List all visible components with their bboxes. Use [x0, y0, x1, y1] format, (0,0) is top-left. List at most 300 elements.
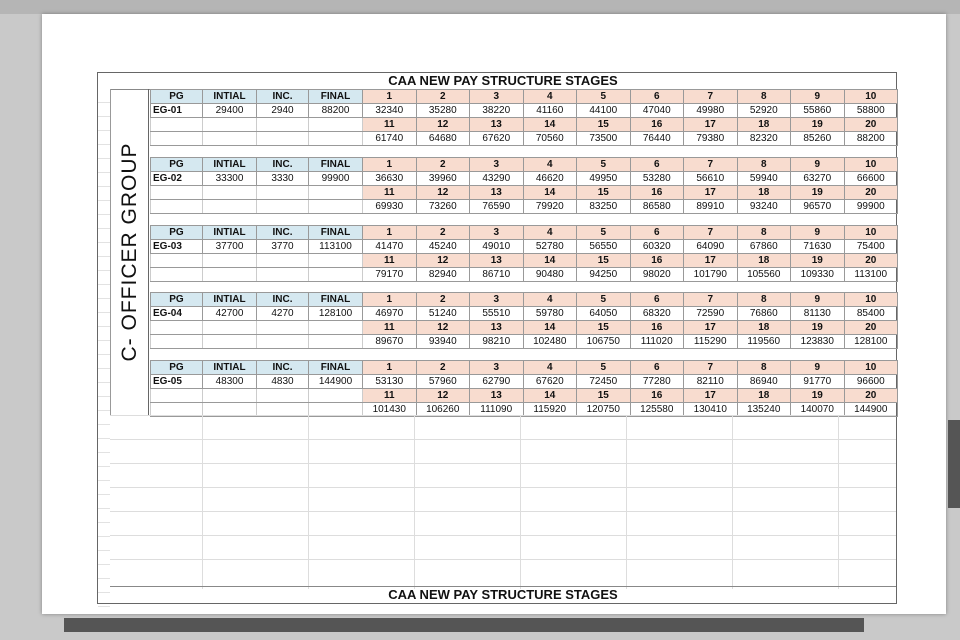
group-label: C- OFFICER GROUP — [117, 142, 141, 362]
stage-number: 10 — [844, 293, 898, 307]
grid-line — [308, 415, 309, 589]
stage-amount: 140070 — [791, 403, 845, 417]
stage-amount: 99900 — [844, 200, 898, 214]
stage-number: 3 — [470, 226, 524, 240]
stage-amount: 67620 — [523, 375, 577, 389]
stage-amount: 64050 — [577, 307, 631, 321]
row-header-cell — [98, 215, 110, 229]
table-row — [151, 118, 898, 132]
row-header-cell — [98, 173, 110, 187]
inc-header: INC. — [257, 226, 309, 240]
row-header-cell — [98, 369, 110, 383]
stage-amount: 135240 — [737, 403, 791, 417]
stage-amount: 58800 — [844, 104, 898, 118]
stage-amount: 71630 — [791, 240, 845, 254]
empty-cell — [203, 268, 257, 282]
row-header-cell — [98, 299, 110, 313]
stage-amount: 82110 — [684, 375, 738, 389]
stage-number: 17 — [684, 389, 738, 403]
stage-amount: 46620 — [523, 172, 577, 186]
initial-header: INTIAL — [203, 226, 257, 240]
stage-amount: 111090 — [470, 403, 524, 417]
stage-amount: 128100 — [844, 335, 898, 349]
stage-amount: 79920 — [523, 200, 577, 214]
stage-number: 1 — [363, 293, 417, 307]
stage-number: 8 — [737, 226, 791, 240]
stage-number: 7 — [684, 158, 738, 172]
stage-amount: 41470 — [363, 240, 417, 254]
empty-cell — [203, 254, 257, 268]
stage-number: 14 — [523, 254, 577, 268]
stage-number: 13 — [470, 186, 524, 200]
stage-amount: 86940 — [737, 375, 791, 389]
group-label-strip — [110, 89, 149, 415]
stage-number: 10 — [844, 361, 898, 375]
stage-amount: 67860 — [737, 240, 791, 254]
row-header-cell — [98, 243, 110, 257]
stage-amount: 83250 — [577, 200, 631, 214]
initial-value: 29400 — [203, 104, 257, 118]
table-row — [151, 375, 898, 389]
row-header-cell — [98, 453, 110, 467]
stage-number: 11 — [363, 118, 417, 132]
row-header-cell — [98, 117, 110, 131]
stage-number: 7 — [684, 361, 738, 375]
final-value: 144900 — [309, 375, 363, 389]
stage-number: 10 — [844, 158, 898, 172]
stage-amount: 120750 — [577, 403, 631, 417]
stage-number: 17 — [684, 186, 738, 200]
stage-amount: 68320 — [630, 307, 684, 321]
empty-cell — [257, 321, 309, 335]
row-header-cell — [98, 145, 110, 159]
inc-header: INC. — [257, 361, 309, 375]
grid-line — [838, 415, 839, 589]
table-row — [151, 172, 898, 186]
stage-number: 18 — [737, 186, 791, 200]
stage-number: 12 — [416, 389, 470, 403]
row-header-cell — [98, 187, 110, 201]
inc-header: INC. — [257, 158, 309, 172]
row-header-cell — [98, 103, 110, 117]
stage-amount: 75400 — [844, 240, 898, 254]
row-header-cell — [98, 327, 110, 341]
table-row — [151, 226, 898, 240]
table-row — [151, 268, 898, 282]
empty-cell — [257, 118, 309, 132]
stage-amount: 86580 — [630, 200, 684, 214]
empty-cell — [151, 200, 203, 214]
stage-number: 3 — [470, 361, 524, 375]
empty-cell — [309, 321, 363, 335]
empty-cell — [203, 335, 257, 349]
pay-grade: EG-02 — [151, 172, 203, 186]
stage-number: 4 — [523, 226, 577, 240]
empty-cell — [257, 200, 309, 214]
row-header-cell — [98, 467, 110, 481]
stage-amount: 98210 — [470, 335, 524, 349]
stage-amount: 105560 — [737, 268, 791, 282]
table-row — [151, 361, 898, 375]
pay-group-table — [150, 89, 898, 146]
table-row — [151, 158, 898, 172]
row-header-column — [98, 89, 110, 589]
stage-number: 14 — [523, 389, 577, 403]
stage-amount: 62790 — [470, 375, 524, 389]
pay-grade: EG-04 — [151, 307, 203, 321]
stage-amount: 32340 — [363, 104, 417, 118]
stage-number: 6 — [630, 361, 684, 375]
empty-cell — [257, 335, 309, 349]
stage-number: 9 — [791, 158, 845, 172]
row-header-cell — [98, 201, 110, 215]
stage-amount: 111020 — [630, 335, 684, 349]
stage-number: 1 — [363, 361, 417, 375]
empty-cell — [309, 335, 363, 349]
stage-amount: 52780 — [523, 240, 577, 254]
row-header-cell — [98, 341, 110, 355]
pg-header: PG — [151, 158, 203, 172]
stage-number: 11 — [363, 186, 417, 200]
stage-number: 12 — [416, 186, 470, 200]
stage-number: 20 — [844, 186, 898, 200]
stage-amount: 60320 — [630, 240, 684, 254]
row-header-cell — [98, 537, 110, 551]
stage-amount: 101430 — [363, 403, 417, 417]
stage-number: 13 — [470, 389, 524, 403]
stage-amount: 101790 — [684, 268, 738, 282]
pay-group-block — [150, 89, 898, 143]
stage-amount: 109330 — [791, 268, 845, 282]
stage-amount: 76860 — [737, 307, 791, 321]
stage-number: 2 — [416, 293, 470, 307]
grid-line — [110, 511, 896, 512]
stage-number: 6 — [630, 158, 684, 172]
table-row — [151, 240, 898, 254]
stage-number: 6 — [630, 293, 684, 307]
stage-amount: 44100 — [577, 104, 631, 118]
initial-value: 33300 — [203, 172, 257, 186]
empty-cell — [151, 321, 203, 335]
stage-number: 19 — [791, 389, 845, 403]
row-header-cell — [98, 425, 110, 439]
initial-value: 37700 — [203, 240, 257, 254]
empty-cell — [257, 268, 309, 282]
final-header: FINAL — [309, 293, 363, 307]
row-header-cell — [98, 411, 110, 425]
final-value: 88200 — [309, 104, 363, 118]
stage-number: 9 — [791, 293, 845, 307]
grid-line — [626, 415, 627, 589]
empty-cell — [203, 389, 257, 403]
grid-line — [110, 559, 896, 560]
increment-value: 4830 — [257, 375, 309, 389]
stage-amount: 113100 — [844, 268, 898, 282]
stage-amount: 73500 — [577, 132, 631, 146]
stage-amount: 72590 — [684, 307, 738, 321]
stage-number: 1 — [363, 90, 417, 104]
stage-number: 16 — [630, 321, 684, 335]
stage-number: 12 — [416, 118, 470, 132]
stage-number: 1 — [363, 158, 417, 172]
stage-amount: 53130 — [363, 375, 417, 389]
row-header-cell — [98, 523, 110, 537]
inc-header: INC. — [257, 293, 309, 307]
stage-number: 2 — [416, 361, 470, 375]
stage-number: 2 — [416, 226, 470, 240]
stage-number: 13 — [470, 321, 524, 335]
stage-number: 11 — [363, 254, 417, 268]
row-header-cell — [98, 383, 110, 397]
stage-amount: 115920 — [523, 403, 577, 417]
stage-amount: 55860 — [791, 104, 845, 118]
row-header-cell — [98, 551, 110, 565]
stage-amount: 79380 — [684, 132, 738, 146]
sheet-title-bottom: CAA NEW PAY STRUCTURE STAGES — [110, 586, 896, 603]
stage-amount: 89910 — [684, 200, 738, 214]
empty-cell — [203, 118, 257, 132]
stage-amount: 64090 — [684, 240, 738, 254]
grid-line — [414, 415, 415, 589]
empty-cell — [257, 389, 309, 403]
stage-number: 19 — [791, 118, 845, 132]
grid-line — [110, 535, 896, 536]
empty-grid-area — [110, 415, 896, 589]
stage-number: 16 — [630, 389, 684, 403]
window-top-bar — [0, 0, 960, 14]
table-row — [151, 104, 898, 118]
initial-header: INTIAL — [203, 361, 257, 375]
stage-number: 6 — [630, 90, 684, 104]
stage-number: 19 — [791, 186, 845, 200]
pay-group-table — [150, 360, 898, 417]
stage-amount: 79170 — [363, 268, 417, 282]
empty-cell — [309, 389, 363, 403]
stage-amount: 96600 — [844, 375, 898, 389]
pay-group-block — [150, 157, 898, 211]
stage-amount: 125580 — [630, 403, 684, 417]
stage-amount: 53280 — [630, 172, 684, 186]
row-header-cell — [98, 593, 110, 607]
grid-line — [110, 439, 896, 440]
increment-value: 4270 — [257, 307, 309, 321]
stage-number: 4 — [523, 90, 577, 104]
row-header-cell — [98, 159, 110, 173]
empty-cell — [151, 335, 203, 349]
row-header-cell — [98, 355, 110, 369]
grid-line — [732, 415, 733, 589]
pay-grade: EG-01 — [151, 104, 203, 118]
final-header: FINAL — [309, 90, 363, 104]
stage-number: 6 — [630, 226, 684, 240]
stage-amount: 106260 — [416, 403, 470, 417]
empty-cell — [203, 200, 257, 214]
stage-number: 5 — [577, 293, 631, 307]
stage-amount: 82320 — [737, 132, 791, 146]
stage-amount: 49010 — [470, 240, 524, 254]
stage-amount: 96570 — [791, 200, 845, 214]
table-row — [151, 321, 898, 335]
stage-amount: 57960 — [416, 375, 470, 389]
empty-cell — [151, 132, 203, 146]
stage-amount: 47040 — [630, 104, 684, 118]
grid-line — [202, 415, 203, 589]
stage-amount: 49950 — [577, 172, 631, 186]
empty-cell — [309, 118, 363, 132]
pay-grade: EG-03 — [151, 240, 203, 254]
stage-amount: 35280 — [416, 104, 470, 118]
stage-number: 18 — [737, 118, 791, 132]
stage-amount: 115290 — [684, 335, 738, 349]
empty-cell — [309, 268, 363, 282]
stage-number: 12 — [416, 254, 470, 268]
stage-number: 4 — [523, 293, 577, 307]
page-bottom-shadow — [64, 618, 864, 632]
increment-value: 3330 — [257, 172, 309, 186]
stage-amount: 89670 — [363, 335, 417, 349]
stage-number: 18 — [737, 389, 791, 403]
stage-number: 13 — [470, 254, 524, 268]
stage-amount: 38220 — [470, 104, 524, 118]
table-row — [151, 335, 898, 349]
stage-number: 14 — [523, 321, 577, 335]
stage-amount: 41160 — [523, 104, 577, 118]
stage-amount: 72450 — [577, 375, 631, 389]
table-row — [151, 307, 898, 321]
stage-number: 2 — [416, 90, 470, 104]
stage-number: 10 — [844, 90, 898, 104]
stage-amount: 64680 — [416, 132, 470, 146]
stage-number: 8 — [737, 293, 791, 307]
grid-line — [110, 463, 896, 464]
increment-value: 3770 — [257, 240, 309, 254]
row-header-cell — [98, 285, 110, 299]
stage-number: 14 — [523, 118, 577, 132]
empty-cell — [151, 268, 203, 282]
stage-amount: 90480 — [523, 268, 577, 282]
empty-cell — [203, 132, 257, 146]
stage-number: 18 — [737, 321, 791, 335]
stage-number: 7 — [684, 226, 738, 240]
stage-amount: 59940 — [737, 172, 791, 186]
initial-header: INTIAL — [203, 158, 257, 172]
pay-structure-sheet — [97, 72, 897, 604]
row-header-cell — [98, 509, 110, 523]
stage-amount: 98020 — [630, 268, 684, 282]
stage-number: 3 — [470, 293, 524, 307]
stage-amount: 36630 — [363, 172, 417, 186]
stage-amount: 56550 — [577, 240, 631, 254]
stage-amount: 69930 — [363, 200, 417, 214]
table-row — [151, 200, 898, 214]
increment-value: 2940 — [257, 104, 309, 118]
table-row — [151, 132, 898, 146]
row-header-cell — [98, 397, 110, 411]
initial-header: INTIAL — [203, 293, 257, 307]
stage-amount: 106750 — [577, 335, 631, 349]
stage-amount: 61740 — [363, 132, 417, 146]
stage-amount: 144900 — [844, 403, 898, 417]
stage-number: 9 — [791, 226, 845, 240]
pay-group-table — [150, 225, 898, 282]
pg-header: PG — [151, 226, 203, 240]
stage-amount: 56610 — [684, 172, 738, 186]
stage-amount: 46970 — [363, 307, 417, 321]
stage-number: 16 — [630, 254, 684, 268]
stage-number: 19 — [791, 254, 845, 268]
stage-amount: 123830 — [791, 335, 845, 349]
stage-amount: 85260 — [791, 132, 845, 146]
stage-amount: 86710 — [470, 268, 524, 282]
final-value: 128100 — [309, 307, 363, 321]
stage-amount: 130410 — [684, 403, 738, 417]
final-header: FINAL — [309, 361, 363, 375]
stage-number: 4 — [523, 361, 577, 375]
stage-number: 13 — [470, 118, 524, 132]
stage-amount: 70560 — [523, 132, 577, 146]
stage-number: 5 — [577, 361, 631, 375]
stage-amount: 93240 — [737, 200, 791, 214]
empty-cell — [151, 186, 203, 200]
pay-group-block — [150, 292, 898, 346]
row-header-cell — [98, 565, 110, 579]
empty-cell — [309, 254, 363, 268]
stage-amount: 63270 — [791, 172, 845, 186]
row-header-cell — [98, 495, 110, 509]
final-value: 113100 — [309, 240, 363, 254]
table-row — [151, 254, 898, 268]
stage-number: 15 — [577, 254, 631, 268]
stage-amount: 91770 — [791, 375, 845, 389]
stage-number: 4 — [523, 158, 577, 172]
stage-amount: 82940 — [416, 268, 470, 282]
stage-number: 8 — [737, 361, 791, 375]
scrollbar-thumb[interactable] — [948, 420, 960, 508]
empty-cell — [309, 200, 363, 214]
stage-number: 15 — [577, 389, 631, 403]
grid-line — [110, 487, 896, 488]
stage-amount: 94250 — [577, 268, 631, 282]
empty-cell — [151, 389, 203, 403]
stage-amount: 85400 — [844, 307, 898, 321]
stage-number: 19 — [791, 321, 845, 335]
stage-number: 15 — [577, 186, 631, 200]
empty-cell — [257, 132, 309, 146]
empty-cell — [309, 132, 363, 146]
pg-header: PG — [151, 361, 203, 375]
table-row — [151, 389, 898, 403]
stage-number: 20 — [844, 254, 898, 268]
final-header: FINAL — [309, 226, 363, 240]
empty-cell — [257, 186, 309, 200]
stage-number: 20 — [844, 321, 898, 335]
empty-cell — [309, 186, 363, 200]
stage-number: 17 — [684, 321, 738, 335]
pay-group-block — [150, 225, 898, 279]
empty-cell — [203, 321, 257, 335]
stage-amount: 119560 — [737, 335, 791, 349]
initial-value: 42700 — [203, 307, 257, 321]
table-row — [151, 90, 898, 104]
row-header-cell — [98, 271, 110, 285]
pg-header: PG — [151, 90, 203, 104]
stage-number: 10 — [844, 226, 898, 240]
initial-value: 48300 — [203, 375, 257, 389]
initial-header: INTIAL — [203, 90, 257, 104]
stage-number: 12 — [416, 321, 470, 335]
empty-cell — [203, 186, 257, 200]
stage-number: 1 — [363, 226, 417, 240]
